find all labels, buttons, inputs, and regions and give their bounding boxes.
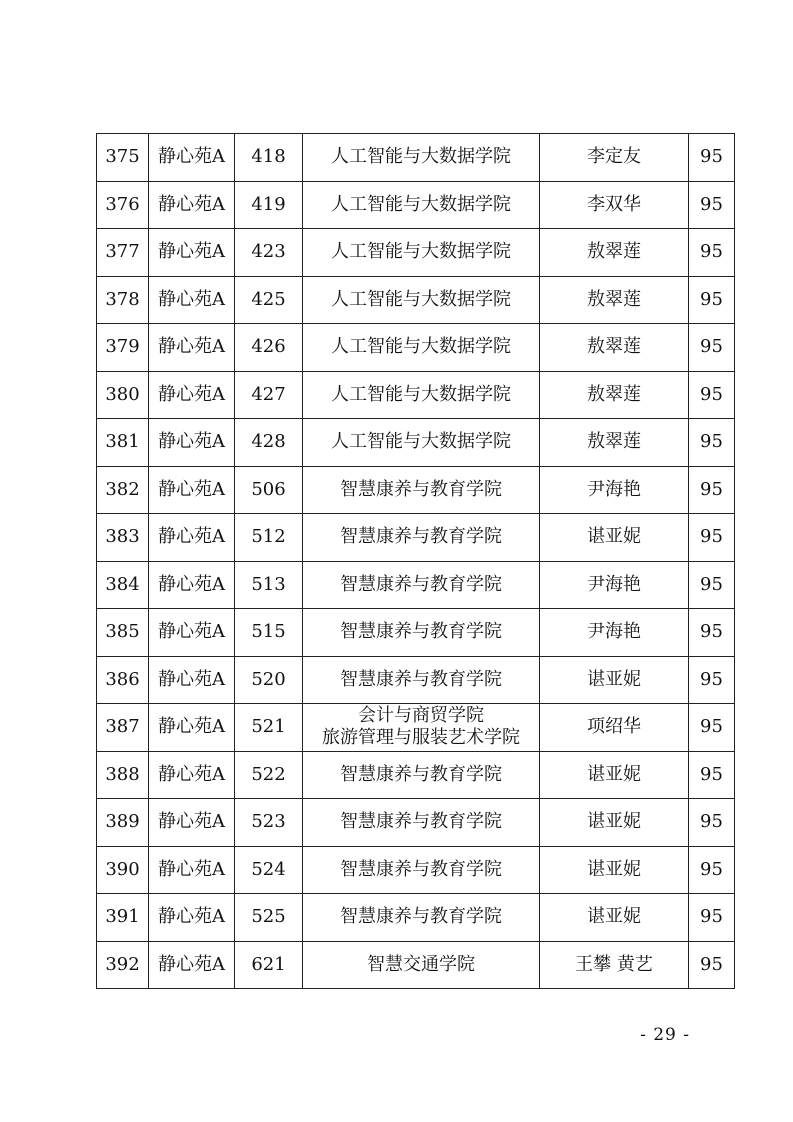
row-number-cell: 391 <box>97 894 149 942</box>
teacher-cell: 李定友 <box>540 134 689 182</box>
score-cell: 95 <box>689 514 735 562</box>
score-cell: 95 <box>689 466 735 514</box>
table-body <box>97 134 735 989</box>
college-name: 人工智能与大数据学院 <box>331 336 511 358</box>
room-cell: 418 <box>235 134 303 182</box>
row-number-cell: 376 <box>97 181 149 229</box>
score-cell: 95 <box>689 276 735 324</box>
table-row <box>97 419 735 467</box>
building-cell: 静心苑A <box>149 419 235 467</box>
building-cell: 静心苑A <box>149 371 235 419</box>
room-cell: 521 <box>235 704 303 752</box>
college-name: 智慧康养与教育学院 <box>340 478 502 500</box>
room-cell: 419 <box>235 181 303 229</box>
table-row <box>97 134 735 182</box>
college-name: 智慧交通学院 <box>367 953 475 975</box>
college-cell <box>303 134 540 182</box>
room-cell: 513 <box>235 561 303 609</box>
building-cell: 静心苑A <box>149 941 235 989</box>
room-cell: 515 <box>235 609 303 657</box>
table-row <box>97 324 735 372</box>
room-cell: 525 <box>235 894 303 942</box>
room-cell: 427 <box>235 371 303 419</box>
teacher-cell: 谌亚妮 <box>540 656 689 704</box>
teacher-cell: 王攀 黄艺 <box>540 941 689 989</box>
room-cell: 506 <box>235 466 303 514</box>
score-cell: 95 <box>689 799 735 847</box>
college-name: 智慧康养与教育学院 <box>340 906 502 928</box>
college-name: 人工智能与大数据学院 <box>331 241 511 263</box>
room-cell: 512 <box>235 514 303 562</box>
room-cell: 426 <box>235 324 303 372</box>
room-cell: 423 <box>235 229 303 277</box>
teacher-cell: 谌亚妮 <box>540 751 689 799</box>
college-name: 人工智能与大数据学院 <box>331 288 511 310</box>
row-number-cell: 381 <box>97 419 149 467</box>
college-name: 智慧康养与教育学院 <box>340 573 502 595</box>
row-number-cell: 385 <box>97 609 149 657</box>
building-cell: 静心苑A <box>149 514 235 562</box>
row-number-cell: 387 <box>97 704 149 752</box>
building-cell: 静心苑A <box>149 229 235 277</box>
room-cell: 425 <box>235 276 303 324</box>
room-cell: 523 <box>235 799 303 847</box>
teacher-cell: 谌亚妮 <box>540 846 689 894</box>
room-cell: 621 <box>235 941 303 989</box>
score-cell: 95 <box>689 324 735 372</box>
college-cell <box>303 371 540 419</box>
score-cell: 95 <box>689 846 735 894</box>
table-row <box>97 941 735 989</box>
college-cell <box>303 704 540 752</box>
college-cell <box>303 561 540 609</box>
college-name: 智慧康养与教育学院 <box>340 858 502 880</box>
college-cell <box>303 419 540 467</box>
college-name: 人工智能与大数据学院 <box>331 193 511 215</box>
college-cell <box>303 751 540 799</box>
building-cell: 静心苑A <box>149 704 235 752</box>
college-name: 智慧康养与教育学院 <box>340 763 502 785</box>
college-cell <box>303 466 540 514</box>
college-cell <box>303 276 540 324</box>
college-cell <box>303 609 540 657</box>
row-number-cell: 375 <box>97 134 149 182</box>
score-cell: 95 <box>689 419 735 467</box>
teacher-cell: 敖翠莲 <box>540 229 689 277</box>
table-row <box>97 704 735 752</box>
row-number-cell: 388 <box>97 751 149 799</box>
building-cell: 静心苑A <box>149 324 235 372</box>
college-name: 智慧康养与教育学院 <box>340 621 502 643</box>
score-cell: 95 <box>689 609 735 657</box>
building-cell: 静心苑A <box>149 656 235 704</box>
teacher-cell: 敖翠莲 <box>540 371 689 419</box>
dormitory-score-table <box>96 133 735 989</box>
teacher-cell: 敖翠莲 <box>540 276 689 324</box>
table-row <box>97 751 735 799</box>
teacher-cell: 尹海艳 <box>540 466 689 514</box>
row-number-cell: 389 <box>97 799 149 847</box>
table-row <box>97 229 735 277</box>
page-number: - 29 - <box>640 1025 690 1045</box>
table-row <box>97 846 735 894</box>
score-cell: 95 <box>689 704 735 752</box>
college-name: 智慧康养与教育学院 <box>340 668 502 690</box>
table-row <box>97 799 735 847</box>
college-name: 智慧康养与教育学院 <box>340 526 502 548</box>
score-cell: 95 <box>689 941 735 989</box>
building-cell: 静心苑A <box>149 134 235 182</box>
college-cell <box>303 324 540 372</box>
score-cell: 95 <box>689 894 735 942</box>
row-number-cell: 392 <box>97 941 149 989</box>
row-number-cell: 383 <box>97 514 149 562</box>
table-row <box>97 371 735 419</box>
college-cell <box>303 229 540 277</box>
teacher-cell: 谌亚妮 <box>540 514 689 562</box>
room-cell: 524 <box>235 846 303 894</box>
teacher-cell: 尹海艳 <box>540 561 689 609</box>
table-row <box>97 656 735 704</box>
college-name: 会计与商贸学院 <box>358 705 484 727</box>
college-name: 人工智能与大数据学院 <box>331 431 511 453</box>
building-cell: 静心苑A <box>149 276 235 324</box>
teacher-cell: 项绍华 <box>540 704 689 752</box>
building-cell: 静心苑A <box>149 894 235 942</box>
college-cell <box>303 181 540 229</box>
college-name: 旅游管理与服装艺术学院 <box>322 727 520 749</box>
row-number-cell: 378 <box>97 276 149 324</box>
college-cell <box>303 799 540 847</box>
building-cell: 静心苑A <box>149 466 235 514</box>
row-number-cell: 382 <box>97 466 149 514</box>
table-row <box>97 514 735 562</box>
table-row <box>97 466 735 514</box>
row-number-cell: 390 <box>97 846 149 894</box>
table-row <box>97 276 735 324</box>
college-cell <box>303 514 540 562</box>
row-number-cell: 377 <box>97 229 149 277</box>
row-number-cell: 386 <box>97 656 149 704</box>
row-number-cell: 384 <box>97 561 149 609</box>
score-cell: 95 <box>689 561 735 609</box>
row-number-cell: 379 <box>97 324 149 372</box>
teacher-cell: 谌亚妮 <box>540 894 689 942</box>
table-row <box>97 609 735 657</box>
teacher-cell: 敖翠莲 <box>540 419 689 467</box>
college-cell <box>303 846 540 894</box>
row-number-cell: 380 <box>97 371 149 419</box>
building-cell: 静心苑A <box>149 609 235 657</box>
room-cell: 522 <box>235 751 303 799</box>
score-cell: 95 <box>689 134 735 182</box>
college-name: 智慧康养与教育学院 <box>340 811 502 833</box>
building-cell: 静心苑A <box>149 181 235 229</box>
building-cell: 静心苑A <box>149 751 235 799</box>
college-name: 人工智能与大数据学院 <box>331 383 511 405</box>
score-cell: 95 <box>689 751 735 799</box>
room-cell: 428 <box>235 419 303 467</box>
room-cell: 520 <box>235 656 303 704</box>
teacher-cell: 李双华 <box>540 181 689 229</box>
building-cell: 静心苑A <box>149 561 235 609</box>
score-cell: 95 <box>689 229 735 277</box>
teacher-cell: 尹海艳 <box>540 609 689 657</box>
score-cell: 95 <box>689 181 735 229</box>
college-name: 人工智能与大数据学院 <box>331 146 511 168</box>
table-row <box>97 894 735 942</box>
college-cell <box>303 941 540 989</box>
score-cell: 95 <box>689 656 735 704</box>
college-cell <box>303 894 540 942</box>
teacher-cell: 敖翠莲 <box>540 324 689 372</box>
building-cell: 静心苑A <box>149 846 235 894</box>
teacher-cell: 谌亚妮 <box>540 799 689 847</box>
building-cell: 静心苑A <box>149 799 235 847</box>
score-cell: 95 <box>689 371 735 419</box>
table-row <box>97 181 735 229</box>
table-row <box>97 561 735 609</box>
college-cell <box>303 656 540 704</box>
